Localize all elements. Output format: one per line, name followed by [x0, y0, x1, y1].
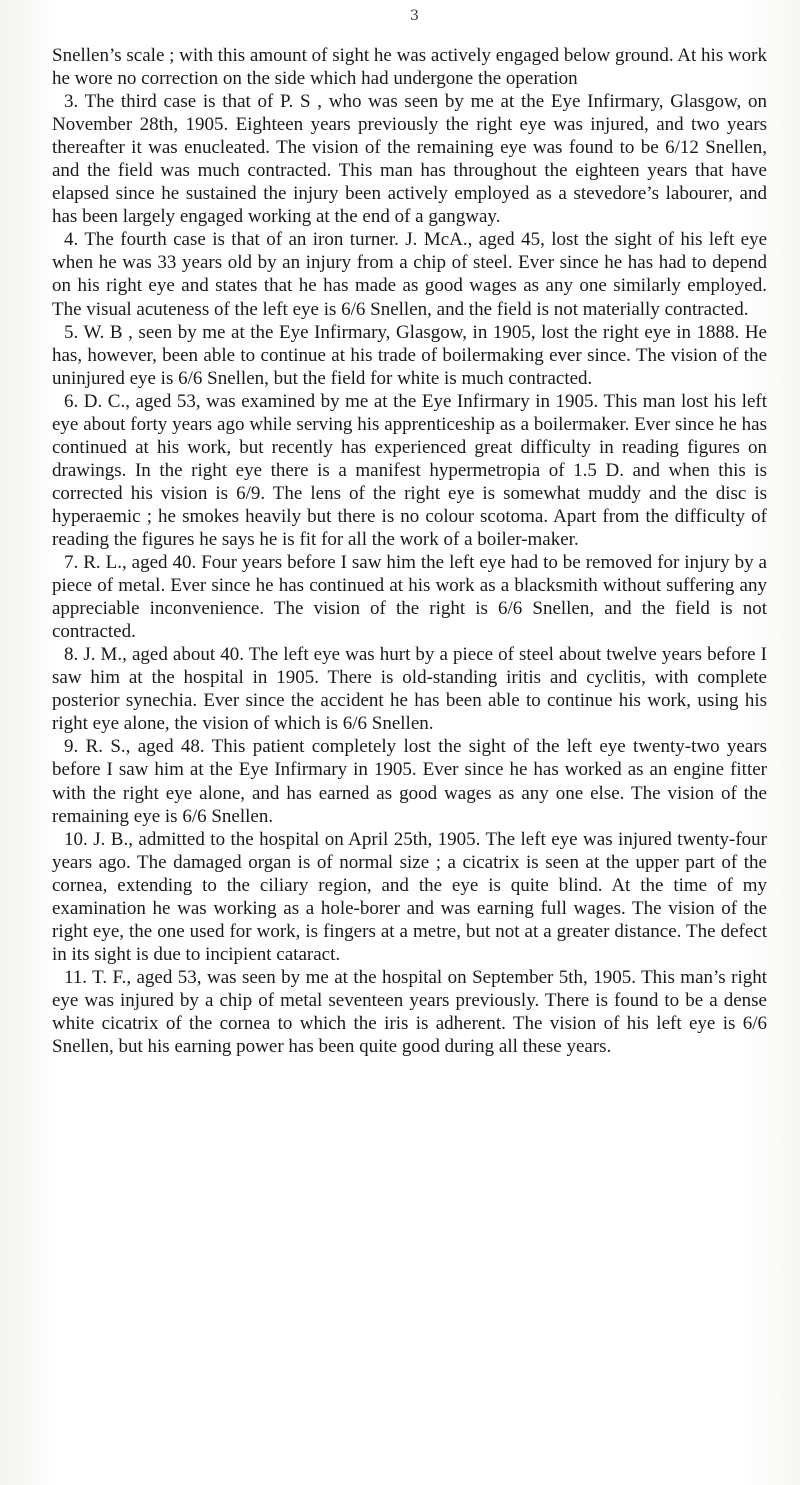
case-paragraph-4: 4. The fourth case is that of an iron turner. J. McA., aged 45, lost the sight of his left eye when he was 33 years old by an injury from a chip of steel. Ever since he has had to depend on his right eye and states that he has made as good wages as any one similarly employed. The visual acuteness of the left eye is 6/6 Snellen, and the field is not materially contracted.	[52, 229, 767, 320]
case-paragraph-8: 8. J. M., aged about 40. The left eye was hurt by a piece of steel about twelve years before I saw him at the hospital in 1905. There is old-standing iritis and cyclitis, with complete posterior synechia. Ever since the accident he has been able to continue his work, using his right eye alone, the vision of which is 6/6 Snellen.	[52, 644, 767, 735]
case-paragraph-10: 10. J. B., admitted to the hospital on April 25th, 1905. The left eye was injured twenty-four years ago. The damaged organ is of normal size ; a cicatrix is seen at the upper part of the cornea, extending to the ciliary region, and the eye is quite blind. At the time of my examination he was working as a hole-borer and was earning full wages. The vision of the right eye, the one used for work, is fingers at a metre, but not at a greater distance. The defect in its sight is due to incipient cataract.	[52, 828, 767, 965]
case-paragraph-9: 9. R. S., aged 48. This patient completely lost the sight of the left eye twenty-two years before I saw him at the Eye Infirmary in 1905. Ever since he has worked as an engine fitter with the right eye alone, and has earned as good wages as any one else. The vision of the remaining eye is 6/6 Snellen.	[52, 736, 767, 827]
case-paragraph-5: 5. W. B , seen by me at the Eye Infirmary, Glasgow, in 1905, lost the right eye in 1888. He has, however, been able to continue at his trade of boilermaking ever since. The vision of the uninjured eye is 6/6 Snellen, but the field for white is much contracted.	[52, 321, 767, 389]
case-paragraph-6: 6. D. C., aged 53, was examined by me at the Eye Infirmary in 1905. This man lost his left eye about forty years ago while serving his apprenticeship as a boilermaker. Ever since he has continued at his work, but recently has experienced great difficulty in reading figures on drawings. In the right eye there is a manifest hypermetropia of 1.5 D. and when this is corrected his vision is 6/9. The lens of the right eye is somewhat muddy and the disc is hyperaemic ; he smokes heavily but there is no colour scotoma. Apart from the difficulty of reading the figures he says he is fit for all the work of a boiler-maker.	[52, 390, 767, 550]
case-paragraph-11: 11. T. F., aged 53, was seen by me at the hospital on September 5th, 1905. This man’s right eye was injured by a chip of metal seventeen years previously. There is found to be a dense white cicatrix of the cornea to which the iris is adherent. The vision of his left eye is 6/6 Snellen, but his earning power has been quite good during all these years.	[52, 966, 767, 1058]
paragraph-continuation: Snellen’s scale ; with this amount of sight he was actively engaged below ground. At his work he wore no correction on the side which had undergone the operation	[52, 45, 768, 90]
body-text	[52, 44, 767, 1058]
page-number: 3	[410, 8, 419, 24]
case-paragraph-3: 3. The third case is that of P. S , who was seen by me at the Eye Infirmary, Glasgow, on November 28th, 1905. Eighteen years previously the right eye was injured, and two years thereafter it was enucleated. The vision of the remaining eye was found to be 6/12 Snellen, and the field was much contracted. This man has throughout the eighteen years that have elapsed since he sustained the injury been actively employed as a stevedore’s labourer, and has been largely engaged working at the end of a gangway.	[52, 91, 767, 228]
case-paragraph-7: 7. R. L., aged 40. Four years before I saw him the left eye had to be removed for injury by a piece of metal. Ever since he has continued at his work as a blacksmith without suffering any appreciable inconvenience. The vision of the right is 6/6 Snellen, and the field is not contracted.	[52, 552, 767, 643]
